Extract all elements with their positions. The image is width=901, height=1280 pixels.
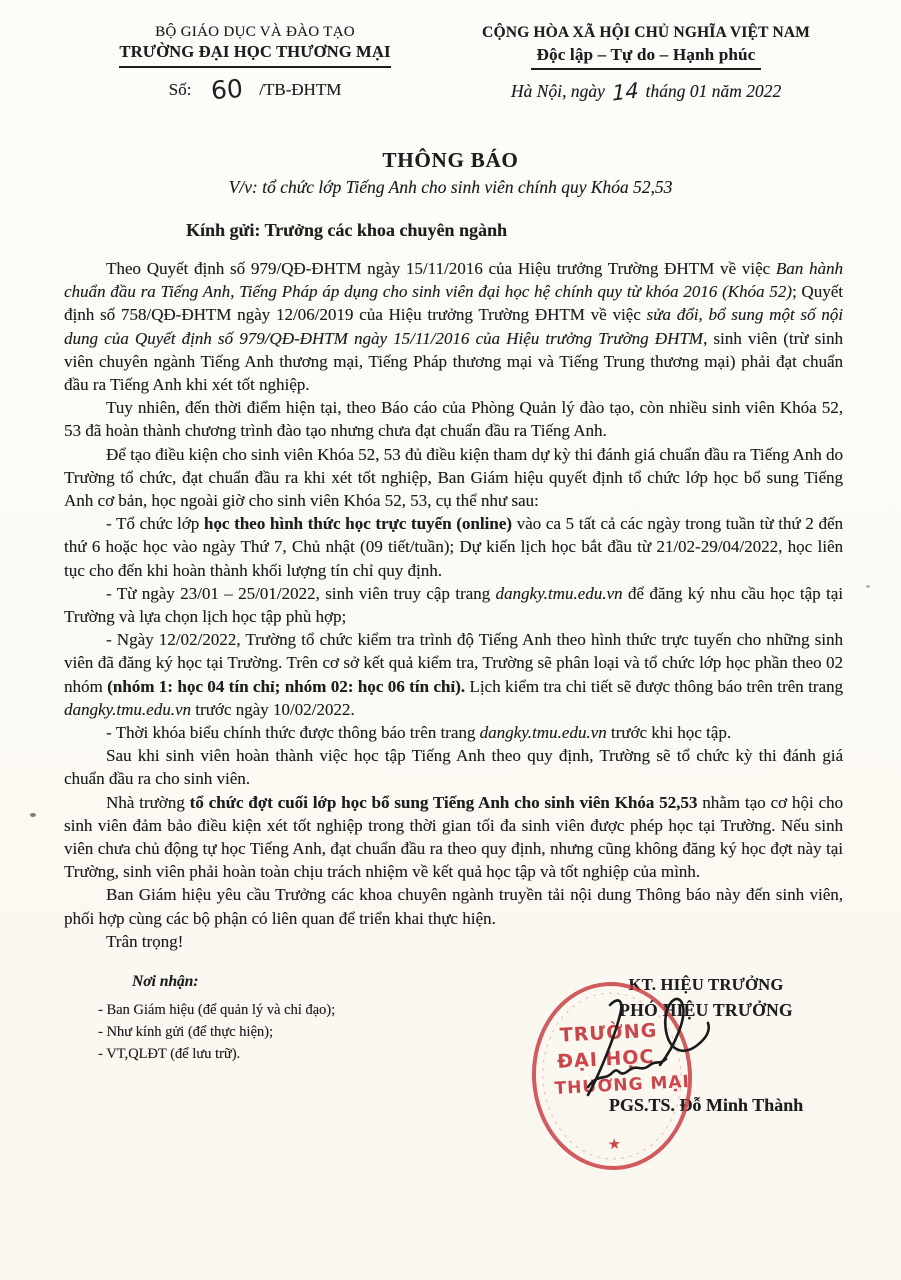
national-motto: Độc lập – Tự do – Hạnh phúc: [531, 45, 762, 70]
text-run: - Tổ chức lớp: [106, 514, 204, 534]
recipient-item: - Như kính gửi (để thực hiện);: [98, 1024, 273, 1041]
paragraph: [64, 628, 843, 721]
document-title: THÔNG BÁO: [382, 148, 519, 172]
recipients-list: [98, 999, 335, 1065]
text-run: - Thời khóa biểu chính thức được thông báo trên trang: [106, 723, 480, 743]
paragraph: [64, 396, 843, 442]
text-run: ; Quyết định số 758/QĐ-ĐHTM ngày 12/06/2019 của Hiệu trưởng Trường ĐHTM về việc: [64, 282, 843, 325]
salutation: Kính gửi: Trưởng các khoa chuyên ngành: [186, 220, 507, 240]
text-run: , sinh viên (trừ sinh viên chuyên ngành Tiếng Anh thương mại, Tiếng Pháp thương mại và Tiếng Trung thương mại) phải đạt chuẩn đầu ra Tiếng Anh khi xét tốt nghiệp.: [64, 328, 843, 395]
paragraph: [64, 512, 843, 582]
text-run: (nhóm 1: học 04 tín chỉ; nhóm 02: học 06 tín chỉ).: [107, 676, 466, 696]
signature-position: PHÓ HIỆU TRƯỞNG: [619, 1000, 793, 1021]
place-date-prefix: Hà Nội, ngày: [510, 81, 605, 101]
text-run: vào ca 5 tất cả các ngày trong tuần từ thứ 2 đến thứ 6 hoặc học vào ngày Thứ 7, Chủ nhật (09 tiết/tuần); Dự kiến lịch học bắt đầu từ 21/02-29/04/2022, học liên tục cho đến khi hoàn thành khối lượng tín chỉ quy định.: [64, 514, 843, 580]
text-run: tổ chức đợt cuối lớp học bổ sung Tiếng Anh cho sinh viên Khóa 52,53: [189, 792, 698, 812]
recipient-item: - VT,QLĐT (để lưu trữ).: [98, 1046, 241, 1063]
signer-name: PGS.TS. Đỗ Minh Thành: [608, 1095, 804, 1116]
stamp-line-2: ĐẠI HỌC: [556, 1045, 655, 1073]
text-run: dangky.tmu.edu.vn: [479, 723, 607, 743]
document-body: [0, 253, 901, 953]
document-number-line: [90, 75, 420, 104]
document-number-handwritten: 60: [210, 73, 245, 106]
document-number-label: Số:: [168, 80, 192, 99]
text-run: Ban hành chuẩn đầu ra Tiếng Anh, Tiếng Pháp áp dụng cho sinh viên đại học hệ chính quy từ khóa 2016 (Khóa 52): [64, 259, 843, 302]
document-number-suffix: /TB-ĐHTM: [259, 80, 342, 99]
text-run: Sau khi sinh viên hoàn thành việc học tập Tiếng Anh theo quy định, Trường sẽ tổ chức kỳ thi đánh giá chuẩn đầu ra cho sinh viên.: [64, 746, 843, 789]
ministry-name: BỘ GIÁO DỤC VÀ ĐÀO TẠO: [155, 24, 355, 40]
document-footer: [0, 959, 901, 1209]
text-run: trước ngày 10/02/2022.: [191, 699, 355, 719]
text-run: Theo Quyết định số 979/QĐ-ĐHTM ngày 15/11/2016 của Hiệu trưởng Trường ĐHTM về việc: [106, 259, 776, 278]
paragraph: [64, 883, 843, 929]
text-run: nhằm tạo cơ hội cho sinh viên đảm bảo điều kiện xét tốt nghiệp trong thời gian tối đa sinh viên được phép học tại Trường. Nếu sinh viên chưa chủ động tự học Tiếng Anh, đạt chuẩn đầu ra theo quy định, nhưng cũng không đăng ký học đợt này tại Trường, sinh viên phải hoàn toàn chịu trách nhiệm về kết quả học tập và tốt nghiệp của mình.: [64, 792, 843, 882]
recipient-item: - Ban Giám hiệu (để quản lý và chỉ đạo);: [98, 1002, 336, 1019]
stamp-line-3: THƯƠNG MẠI: [554, 1072, 691, 1100]
title-block: [0, 148, 901, 198]
signature-on-behalf: KT. HIỆU TRƯỞNG: [628, 975, 784, 995]
text-run: - Từ ngày 23/01 – 25/01/2022, sinh viên truy cập trang: [106, 583, 496, 603]
place-date-suffix: tháng 01 năm 2022: [645, 81, 782, 101]
text-run: Trân trọng!: [106, 931, 184, 951]
issuing-authority-block: [90, 24, 420, 104]
country-title: CỘNG HÒA XÃ HỘI CHỦ NGHĨA VIỆT NAM: [482, 24, 810, 41]
text-run: sửa đổi, bổ sung một số nội dung của Quyết định số 979/QĐ-ĐHTM ngày 15/11/2016 của Hiệu trưởng Trường ĐHTM: [64, 305, 843, 348]
scan-artifact-speck: [866, 585, 870, 588]
paragraph: [64, 930, 843, 953]
text-run: học theo hình thức học trực tuyến (online): [203, 514, 512, 534]
university-name: TRƯỜNG ĐẠI HỌC THƯƠNG MẠI: [119, 42, 390, 68]
paragraph: [64, 443, 843, 513]
paragraph: [64, 791, 843, 884]
day-handwritten: 14: [611, 78, 639, 106]
scan-artifact-dot: [30, 813, 36, 817]
paragraph: [64, 721, 843, 744]
paragraph: [64, 744, 843, 790]
text-run: Để tạo điều kiện cho sinh viên Khóa 52, 53 đủ điều kiện tham dự kỳ thi đánh giá chuẩn đầu ra Tiếng Anh do Trường tổ chức, đạt chuẩn đầu ra khi xét tốt nghiệp, Ban Giám hiệu quyết định tổ chức lớp học bổ sung Tiếng Anh cơ bản, học ngoài giờ cho sinh viên Khóa 52, 53, cụ thể như sau:: [64, 444, 843, 511]
national-header-block: [421, 24, 871, 104]
text-run: - Ngày 12/02/2022, Trường tổ chức kiểm tra trình độ Tiếng Anh theo hình thức trực tuyến cho những sinh viên đã đăng ký học tại Trường. Trên cơ sở kết quả kiểm tra, Trường sẽ phân loại và tổ chức lớp học phần theo 02 nhóm: [64, 630, 843, 696]
text-run: trước khi học tập.: [606, 723, 732, 743]
text-run: Nhà trường: [106, 792, 190, 812]
document-header: [0, 0, 901, 104]
stamp-line-1: TRƯỜNG: [559, 1019, 658, 1047]
text-run: Lịch kiểm tra chi tiết sẽ được thông báo trên trên trang: [465, 676, 843, 696]
place-date-line: [421, 80, 871, 104]
paragraph: [64, 257, 843, 396]
text-run: để đăng ký nhu cầu học tập tại Trường và lựa chọn lịch học tập phù hợp;: [64, 583, 843, 627]
stamp-star-icon: ★: [607, 1136, 622, 1154]
recipients-block: [98, 971, 335, 1065]
text-run: Tuy nhiên, đến thời điểm hiện tại, theo Báo cáo của Phòng Quản lý đào tạo, còn nhiều sinh viên Khóa 52, 53 đã hoàn thành chương trình đào tạo nhưng chưa đạt chuẩn đầu ra Tiếng Anh.: [64, 398, 843, 441]
text-run: Ban Giám hiệu yêu cầu Trưởng các khoa chuyên ngành truyền tải nội dung Thông báo này đến sinh viên, phối hợp cùng các bộ phận có liên quan để triển khai thực hiện.: [64, 885, 843, 928]
document-subject: V/v: tổ chức lớp Tiếng Anh cho sinh viên chính quy Khóa 52,53: [228, 177, 673, 197]
text-run: dangky.tmu.edu.vn: [64, 699, 191, 719]
text-run: dangky.tmu.edu.vn: [495, 583, 623, 603]
paragraph: [64, 582, 843, 628]
recipients-label: Nơi nhận:: [132, 973, 199, 991]
handwritten-signature: [548, 991, 723, 1126]
